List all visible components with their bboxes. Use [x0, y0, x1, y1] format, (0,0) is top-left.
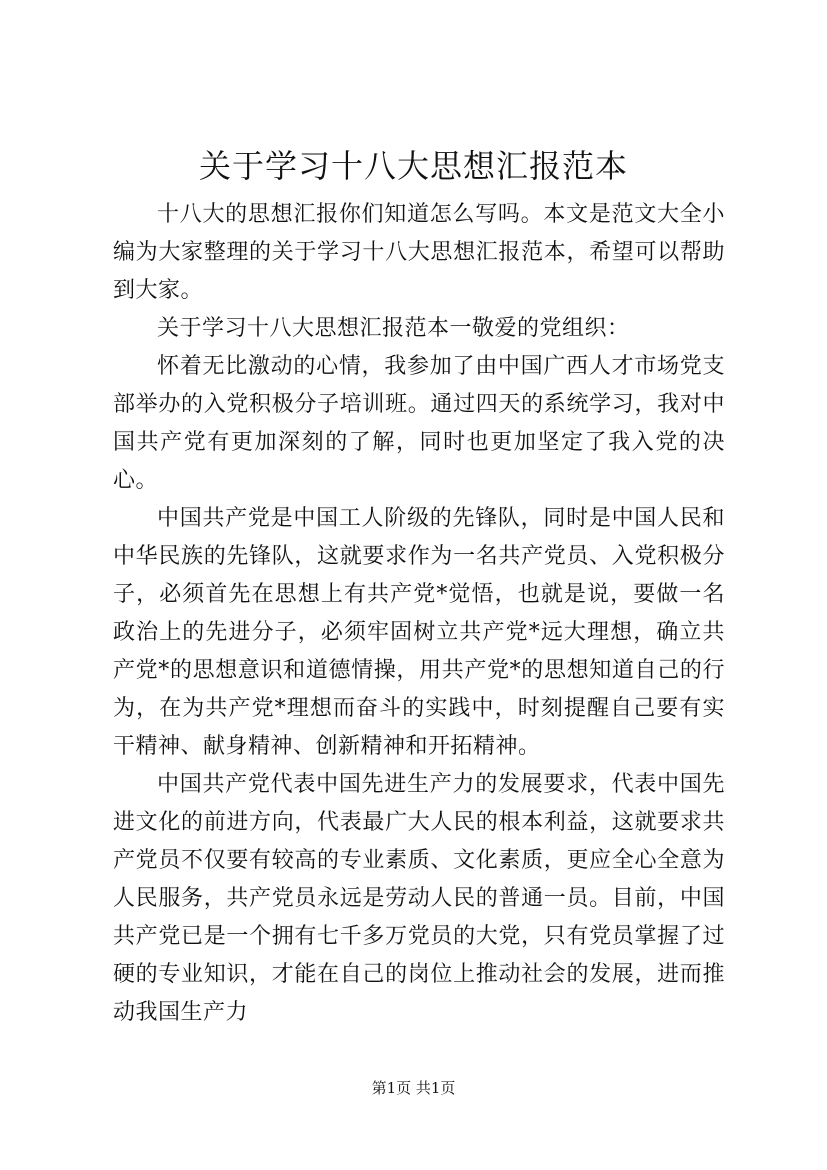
paragraph-intro: 十八大的思想汇报你们知道怎么写吗。本文是范文大全小编为大家整理的关于学习十八大思想汇报范本，希望可以帮助到大家。 [113, 202, 725, 303]
paragraph-3: 中国共产党代表中国先进生产力的发展要求，代表中国先进文化的前进方向，代表最广大人民的根本利益，这就要求共产党员不仅要有较高的专业素质、文化素质，更应全心全意为人民服务，共产党员永远是劳动人民的普通一员。目前，中国共产党已是一个拥有七千多万党员的大党，只有党员掌握了过硬的专业知识，才能在自己的岗位上推动社会的发展，进而推动我国生产力 [113, 772, 725, 1025]
paragraph-1: 怀着无比激动的心情，我参加了由中国广西人才市场党支部举办的入党积极分子培训班。通过四天的系统学习，我对中国共产党有更加深刻的了解，同时也更加坚定了我入党的决心。 [113, 354, 725, 493]
document-title: 关于学习十八大思想汇报范本 [198, 147, 628, 185]
page-footer: 第1页 共1页 [371, 1079, 456, 1097]
document-body [113, 196, 725, 1032]
paragraph-salutation: 关于学习十八大思想汇报范本一敬爱的党组织： [157, 316, 630, 341]
paragraph-2: 中国共产党是中国工人阶级的先锋队，同时是中国人民和中华民族的先锋队，这就要求作为一名共产党员、入党积极分子，必须首先在思想上有共产党*觉悟，也就是说，要做一名政治上的先进分子，必须牢固树立共产党*远大理想，确立共产党*的思想意识和道德情操，用共产党*的思想知道自己的行为，在为共产党*理想而奋斗的实践中，时刻提醒自己要有实干精神、献身精神、创新精神和开拓精神。 [113, 506, 725, 759]
